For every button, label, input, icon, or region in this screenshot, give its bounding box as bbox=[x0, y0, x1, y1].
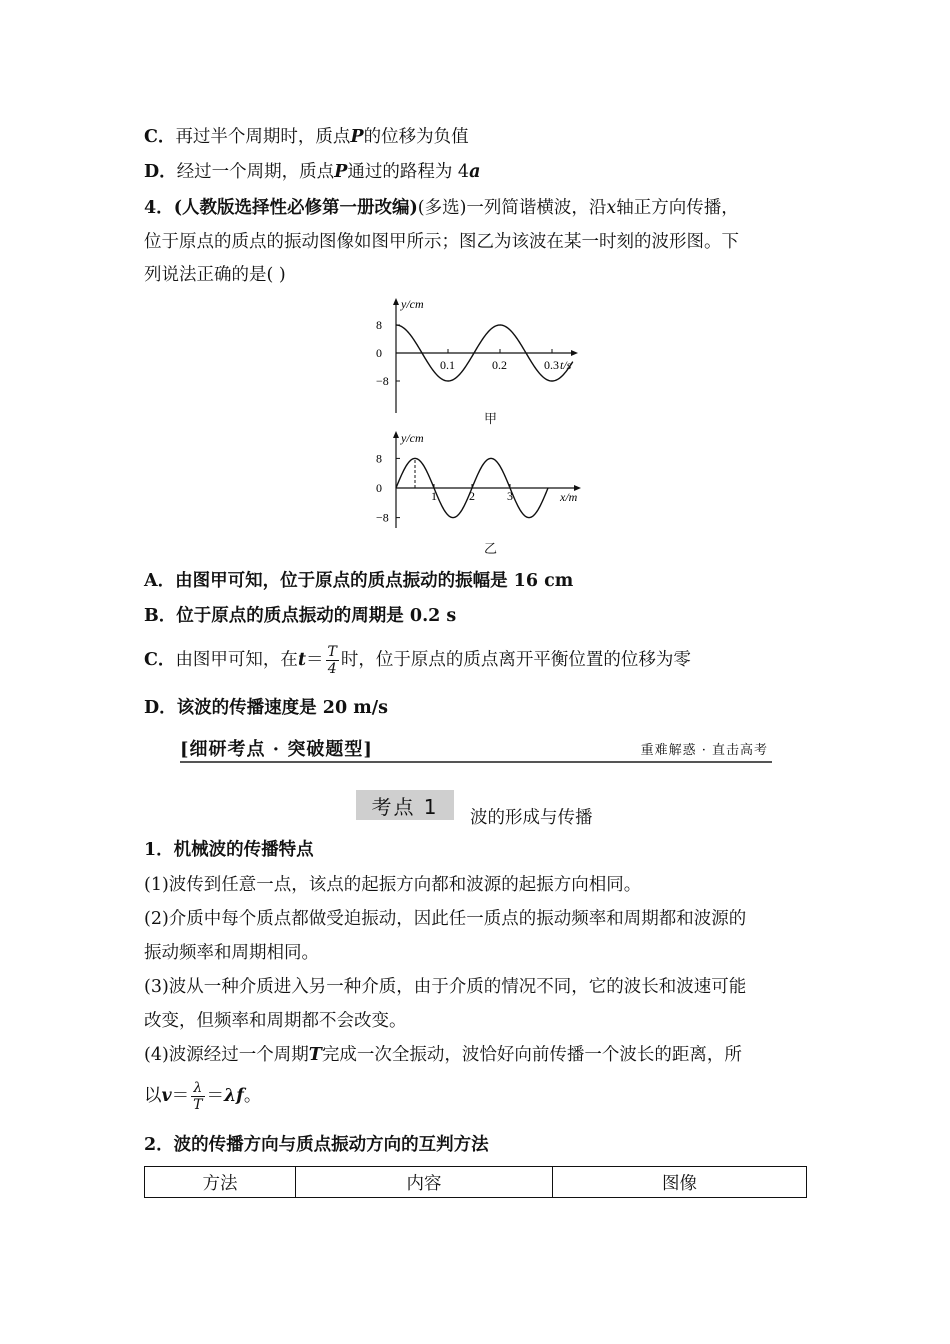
equals-sign: ＝ bbox=[171, 1086, 190, 1106]
option-text: 再过半个周期时，质点 bbox=[175, 127, 351, 147]
fraction-numerator: T bbox=[327, 644, 337, 660]
option-text: 通过的路程为 4 bbox=[347, 162, 470, 182]
option-letter: C． bbox=[144, 650, 176, 670]
option-text: 经过一个周期，质点 bbox=[176, 162, 335, 182]
paragraph-text: 完成一次全振动，波恰好向前传播一个波长的距离，所 bbox=[321, 1045, 742, 1065]
section1-p3-line2: 改变，但频率和周期都不会改变。 bbox=[144, 1011, 407, 1031]
option-text: 由图甲可知，在 bbox=[175, 650, 298, 670]
option-text: 的位移为负值 bbox=[363, 127, 469, 147]
variable: x bbox=[606, 198, 617, 218]
question-number: 4． bbox=[144, 198, 174, 218]
equals-sign: ＝ bbox=[206, 1086, 225, 1106]
section1-p2-line1: (2)介质中每个质点都做受迫振动，因此任一质点的振动频率和周期都和波源的 bbox=[144, 909, 747, 929]
y-axis-label: y/cm bbox=[401, 431, 424, 445]
variable: v bbox=[161, 1086, 172, 1106]
stem-text: (多选)一列简谐横波，沿 bbox=[417, 198, 607, 218]
stem-text: 轴正方向传播， bbox=[616, 198, 739, 218]
x-axis-label: t/s bbox=[560, 358, 572, 372]
option-text: 时，位于原点的质点离开平衡位置的位移为零 bbox=[340, 650, 691, 670]
fraction-denominator: T bbox=[193, 1097, 203, 1113]
option-text: 由图甲可知，位于原点的质点振动的振幅是 16 cm bbox=[175, 571, 574, 591]
paragraph-text: (4)波源经过一个周期 bbox=[144, 1045, 309, 1065]
option-letter: D． bbox=[144, 162, 177, 182]
option-letter: D． bbox=[144, 698, 177, 718]
variable: P bbox=[334, 162, 348, 182]
vibration-graph-jia bbox=[360, 295, 590, 425]
table-header-cell: 方法 bbox=[145, 1167, 296, 1198]
q3-option-c bbox=[144, 125, 812, 149]
paragraph-text: 。 bbox=[243, 1086, 262, 1106]
y-axis-arrow bbox=[393, 431, 399, 438]
section1-p3-line1: (3)波从一种介质进入另一种介质，由于介质的情况不同，它的波长和波速可能 bbox=[144, 977, 747, 997]
paragraph-text: 以 bbox=[144, 1086, 162, 1106]
kaodian-title: 波的形成与传播 bbox=[470, 808, 593, 828]
x-tick-label: 1 bbox=[431, 489, 437, 503]
option-text: 该波的传播速度是 20 m/s bbox=[176, 698, 388, 718]
y-tick-label: 8 bbox=[376, 318, 382, 332]
q4-option-a bbox=[144, 569, 812, 593]
option-text: 位于原点的质点振动的周期是 0.2 s bbox=[176, 606, 457, 626]
banner-divider bbox=[180, 761, 772, 763]
section-banner bbox=[180, 735, 772, 761]
table-header-cell: 内容 bbox=[296, 1167, 553, 1198]
table-header-cell: 图像 bbox=[553, 1167, 807, 1198]
kaodian-label: 考点 1 bbox=[371, 794, 439, 819]
option-letter: B． bbox=[144, 606, 177, 626]
graph-caption-jia: 甲 bbox=[484, 412, 498, 427]
x-axis-arrow bbox=[571, 350, 578, 356]
kaodian-badge bbox=[356, 790, 454, 820]
section1-p4-line1 bbox=[144, 1043, 812, 1067]
x-tick-label: 0.2 bbox=[492, 358, 507, 372]
y-tick-label: −8 bbox=[376, 510, 389, 525]
q4-stem-line2: 位于原点的质点的振动图像如图甲所示；图乙为该波在某一时刻的波形图。下 bbox=[144, 232, 739, 252]
fraction-t-over-4 bbox=[326, 644, 339, 677]
banner-title: [细研考点 · 突破题型] bbox=[180, 739, 373, 760]
q4-stem-line3: 列说法正确的是( ) bbox=[144, 265, 286, 285]
table-header-row bbox=[145, 1167, 807, 1198]
y-tick-label: 8 bbox=[376, 451, 382, 466]
q4-option-c bbox=[144, 640, 812, 680]
method-table bbox=[144, 1166, 807, 1198]
x-tick-label: 0.3 bbox=[544, 358, 559, 372]
variable: P bbox=[350, 127, 364, 147]
x-tick-label: 3 bbox=[507, 489, 513, 503]
equals-sign: ＝ bbox=[306, 650, 324, 670]
variable: a bbox=[469, 162, 481, 182]
q4-option-b bbox=[144, 604, 812, 628]
y-axis-arrow bbox=[393, 298, 399, 305]
variable: T bbox=[308, 1045, 322, 1065]
y-tick-label: 0 bbox=[376, 481, 382, 495]
variable: t bbox=[297, 650, 307, 670]
option-letter: C． bbox=[144, 127, 176, 147]
x-tick-label: 2 bbox=[469, 489, 475, 503]
fraction-numerator: λ bbox=[191, 1080, 204, 1097]
fraction-denominator: 4 bbox=[327, 661, 337, 677]
x-axis-label: x/m bbox=[560, 490, 578, 504]
q4-option-d bbox=[144, 696, 812, 720]
y-tick-label: −8 bbox=[376, 374, 389, 388]
x-tick-label: 0.1 bbox=[440, 358, 455, 372]
section1-heading: 1．机械波的传播特点 bbox=[144, 840, 314, 860]
section1-p1: (1)波传到任意一点，该点的起振方向都和波源的起振方向相同。 bbox=[144, 875, 642, 895]
q3-option-d bbox=[144, 160, 812, 184]
waveform-graph-yi bbox=[360, 428, 590, 540]
graph-caption-yi: 乙 bbox=[484, 542, 498, 557]
y-tick-label: 0 bbox=[376, 346, 382, 360]
option-letter: A． bbox=[144, 571, 176, 591]
fraction-lambda-over-t bbox=[191, 1080, 204, 1113]
section1-p2-line2: 振动频率和周期相同。 bbox=[144, 943, 319, 963]
section1-p4-line2 bbox=[144, 1076, 812, 1116]
banner-subtitle: 重难解惑 · 直击高考 bbox=[640, 743, 768, 758]
question-source: (人教版选择性必修第一册改编) bbox=[173, 198, 418, 218]
y-axis-label: y/cm bbox=[401, 297, 424, 311]
formula: λf bbox=[224, 1086, 244, 1106]
section2-heading: 2．波的传播方向与质点振动方向的互判方法 bbox=[144, 1135, 489, 1155]
q4-stem-line1 bbox=[144, 196, 812, 220]
